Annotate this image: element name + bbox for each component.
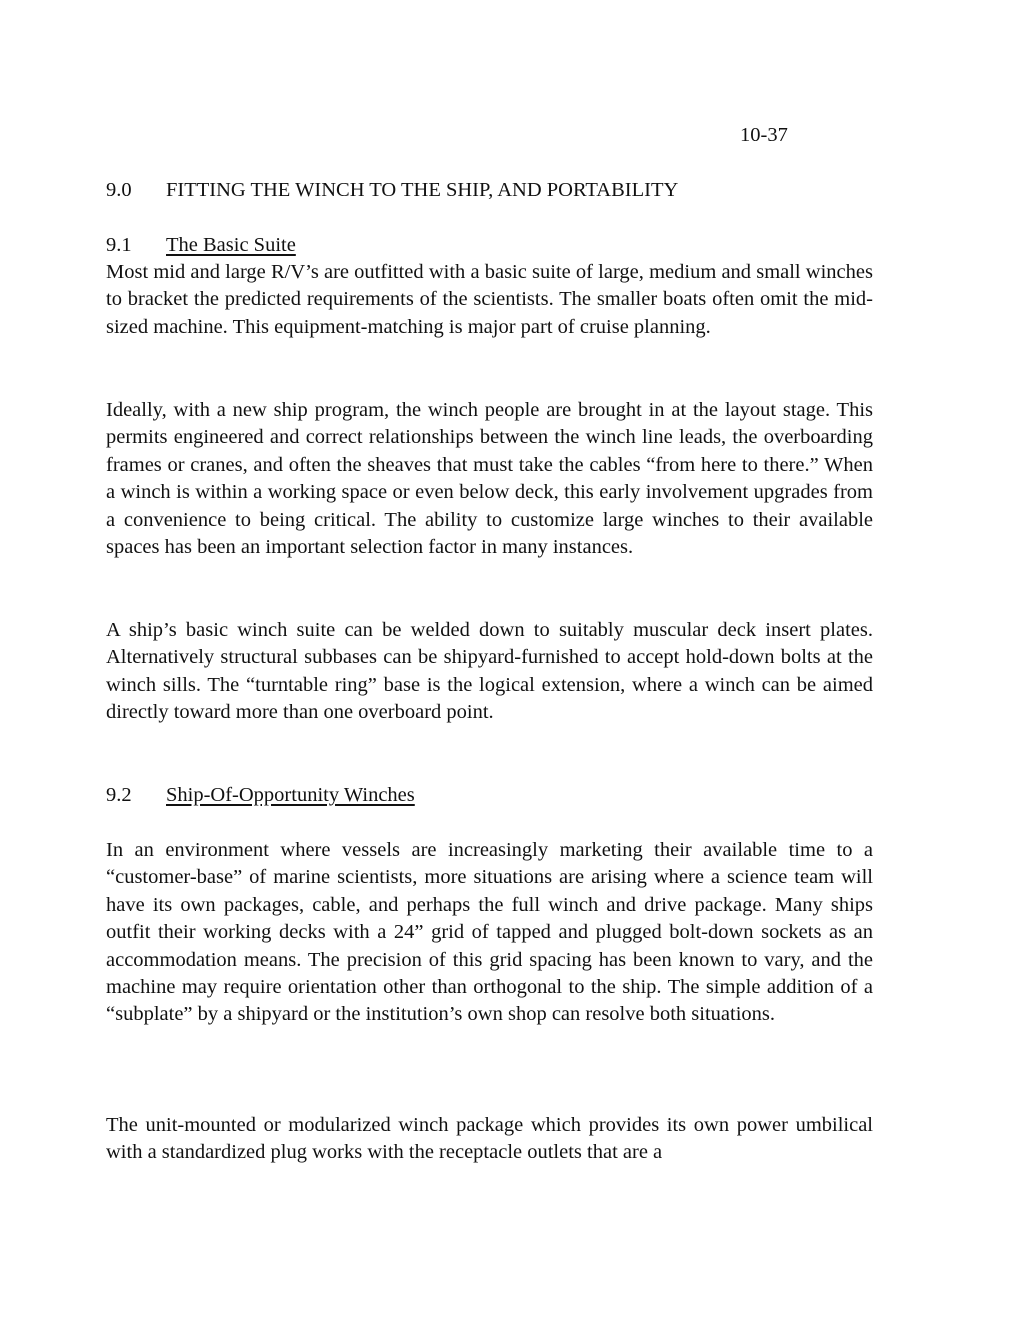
paragraph: Most mid and large R/V’s are outfitted with a basic suite of large, medium and small winches to bracket the predicted requirements of the scientists. The smaller boats often omit the mid-sized machine. This equipment-matching is major part of cruise planning. [106, 261, 873, 338]
section-heading-9-1 [106, 232, 296, 259]
section-title: Ship-Of-Opportunity Winches [166, 784, 415, 806]
paragraph: In an environment where vessels are increasingly marketing their available time to a “customer-base” of marine scientists, more situations are arising where a science team will have its own packages, cable, and perhaps the full winch and drive package. Many ships outfit their working decks with a 24” grid of tapped and plugged bolt-down sockets as an accommodation means. The precision of this grid spacing has been known to vary, and the machine may require orientation other than orthogonal to the ship. The simple addition of a “subplate” by a shipyard or the institution’s own shop can resolve both situations. [106, 839, 873, 1026]
section-number: 9.2 [106, 784, 132, 806]
paragraph: The unit-mounted or modularized winch package which provides its own power umbilical with a standardized plug works with the receptacle outlets that are a [106, 1114, 873, 1164]
page-number: 10-37 [740, 124, 788, 146]
section-heading-9-2 [106, 782, 415, 809]
section-number: 9.1 [106, 234, 132, 256]
section-title: FITTING THE WINCH TO THE SHIP, AND PORTABILITY [166, 179, 679, 201]
paragraph: A ship’s basic winch suite can be welded down to suitably muscular deck insert plates. Alternatively structural subbases can be shipyard-furnished to accept hold-down bolts at the winch sills. The “turntable ring” base is the logical extension, where a winch can be aimed directly toward more than one overboard point. [106, 619, 873, 724]
section-title: The Basic Suite [166, 234, 296, 256]
section-heading-9-0 [106, 177, 678, 204]
paragraph: Ideally, with a new ship program, the winch people are brought in at the layout stage. This permits engineered and correct relationships between the winch line leads, the overboarding frames or cranes, and often the sheaves that must take the cables “from here to there.” When a winch is within a working space or even below deck, this early involvement upgrades from a convenience to being critical. The ability to customize large winches to their available spaces has been an important selection factor in many instances. [106, 399, 873, 559]
section-number: 9.0 [106, 179, 132, 201]
